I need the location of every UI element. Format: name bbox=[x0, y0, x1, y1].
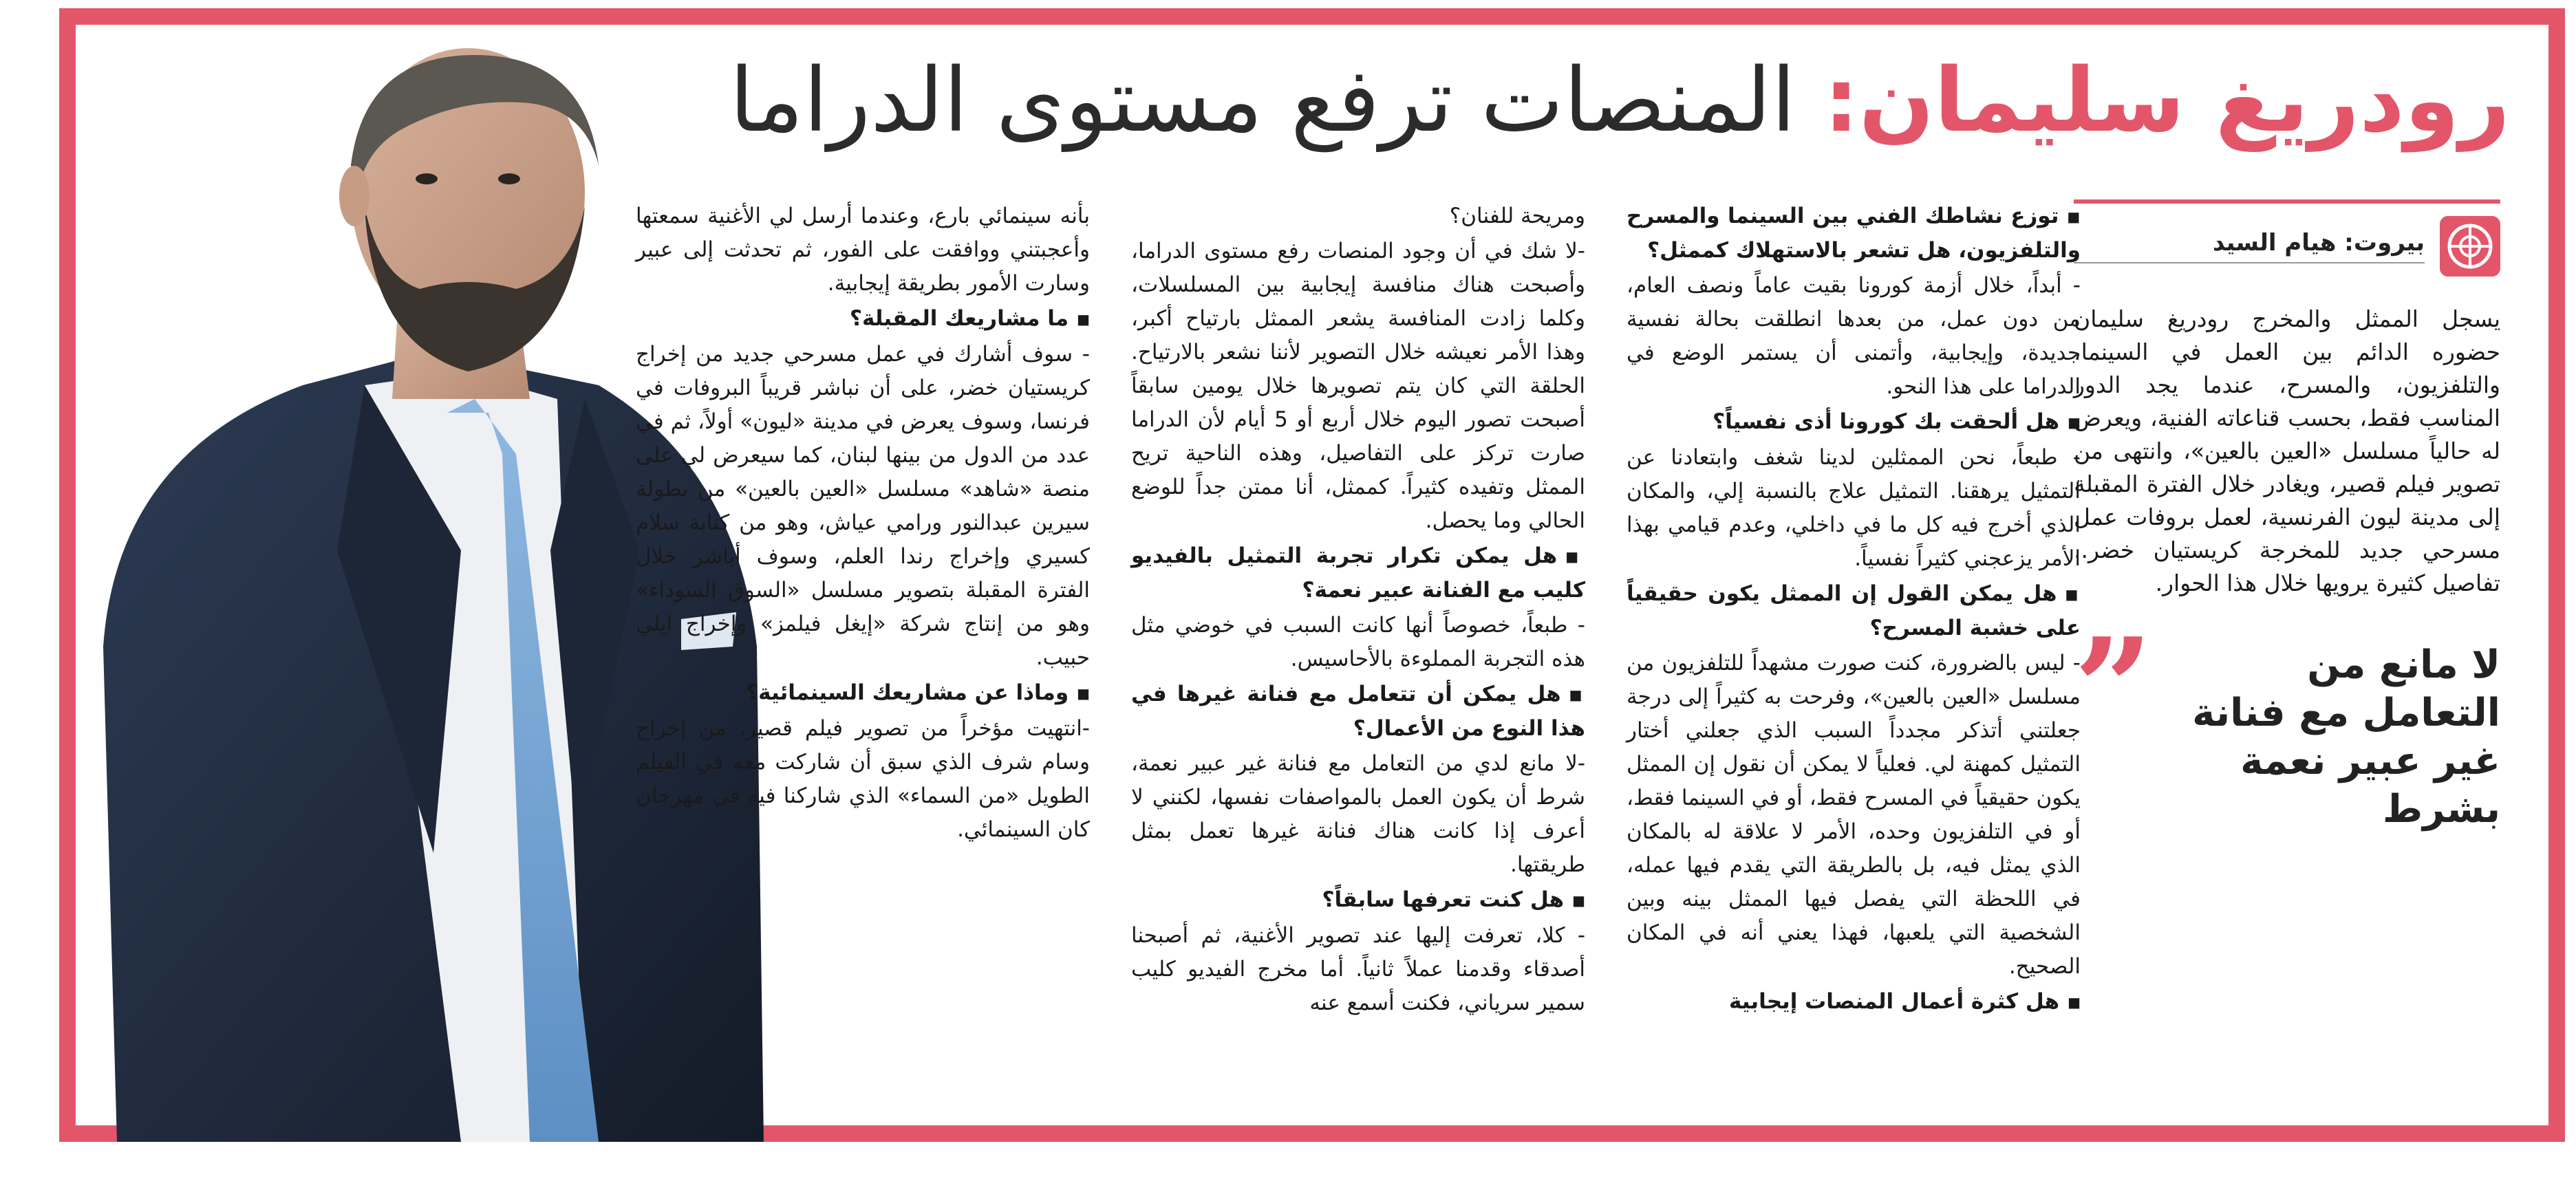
answer: -انتهيت مؤخراً من تصوير فيلم قصير، من إخراج وسام شرف الذي سبق أن شاركت معه في الفيلم الطويل «من السماء» الذي شاركنا فيه في مهرجان كان السينمائي. bbox=[636, 716, 1090, 842]
answer: - أبداً، خلال أزمة كورونا بقيت عاماً ونصف العام، من دون عمل، من بعدها انطلقت بحالة نفسية جديدة، وإيجابية، وأتمنى أن يستمر الوضع في الدراما على هذا النحو. bbox=[1627, 273, 2081, 399]
intro-paragraph: يسجل الممثل والمخرج رودريغ سليمان حضوره الدائم بين العمل في السينما، والتلفزيون، والمسرح، عندما يجد الدور المناسب فقط، بحسب قناعاته الفنية، ويعرض له حالياً مسلسل «العين بالعين»، وانتهى من تصوير فيلم قصير، ويغادر خلال الفترة المقبلة إلى مدينة ليون الفرنسية، لعمل بروفات عمل مسرحي جديد للمخرجة كريستيان خضر.. تفاصيل كثيرة يرويها خلال هذا الحوار. bbox=[2074, 305, 2500, 596]
question: ■ هل يمكن تكرار تجربة التمثيل بالفيديو كليب مع الفنانة عبير نعمة؟ bbox=[1131, 539, 1585, 607]
sidebar bbox=[2074, 199, 2500, 834]
answer: - كلا، تعرفت إليها عند تصوير الأغنية، ثم أصبحنا أصدقاء وقدمنا عملاً ثانياً. أما مخرج الفيديو كليب سمير سرياني، فكنت أسمع عنه bbox=[1131, 923, 1585, 1015]
answer: - طبعاً، خصوصاً أنها كانت السبب في خوضي مثل هذه التجربة المملوءة بالأحاسيس. bbox=[1131, 613, 1585, 671]
question-continued: ومريحة للفنان؟ bbox=[1449, 204, 1585, 228]
answer-continued: بأنه سينمائي بارع، وعندما أرسل لي الأغنية سمعتها وأعجبتني ووافقت على الفور، ثم تحدثت إلى عبير وسارت الأمور بطريقة إيجابية. bbox=[636, 204, 1090, 296]
answer: -لا شك في أن وجود المنصات رفع مستوى الدراما، وأصبحت هناك منافسة إيجابية بين المسلسلات، وكلما زادت المنافسة يشعر الممثل بارتياح أكبر، وهذا الأمر نعيشه خلال التصوير لأننا نشعر بالارتياح. الحلقة التي كان يتم تصويرها خلال يومين سابقاً أصبحت تصور اليوم خلال أربع أو 5 أيام لأن الدراما صارت تركز على التفاصيل، وهذه الناحية تريح الممثل وتفيده كثيراً. كممثل، أنا ممتن جداً للوضع الحالي وما يحصل. bbox=[1131, 239, 1585, 533]
quote-mark-icon: ” bbox=[2074, 608, 2154, 770]
answer: - سوف أشارك في عمل مسرحي جديد من إخراج كريستيان خضر، على أن نباشر قريباً البروفات في فرنسا، وسوف يعرض في مدينة «ليون» أولاً، ثم في عدد من الدول من بينها لبنان، كما سيعرض لي على منصة «شاهد» مسلسل «العين بالعين» من بطولة سيرين عبدالنور ورامي عياش، وهو من كتابة سلام كسيري وإخراج رندا العلم، وسوف أباشر خلال الفترة المقبلة بتصوير مسلسل «السوق السوداء» وهو من إنتاج شركة «إيغل فيلمز» وإخراج ايلي حبيب. bbox=[636, 342, 1090, 670]
question: ■ هل ألحقت بك كورونا أذى نفسياً؟ bbox=[1627, 405, 2081, 440]
question: ■ هل يمكن القول إن الممثل يكون حقيقياً على خشبة المسرح؟ bbox=[1627, 577, 2081, 645]
publication-logo-icon bbox=[2440, 216, 2500, 277]
question: ■ توزع نشاطك الفني بين السينما والمسرح والتلفزيون، هل تشعر بالاستهلاك كممثل؟ bbox=[1627, 199, 2081, 268]
question: ■ هل كثرة أعمال المنصات إيجابية bbox=[1627, 985, 2081, 1019]
byline-row bbox=[2074, 199, 2500, 277]
question: ■ ما مشاريعك المقبلة؟ bbox=[636, 302, 1090, 336]
answer: - طبعاً، نحن الممثلين لدينا شغف وابتعادنا عن التمثيل يرهقنا. التمثيل علاج بالنسبة إلي، والمكان الذي أخرج فيه كل ما في داخلي، وعدم قيامي بهذا الأمر يزعجني كثيراً نفسياً. bbox=[1627, 445, 2081, 571]
byline: بيروت: هيام السيد bbox=[2074, 229, 2425, 263]
article-headline bbox=[652, 36, 2510, 166]
logo-emblem-icon bbox=[2440, 216, 2500, 277]
question: ■ هل يمكن أن تتعامل مع فنانة غيرها في هذا النوع من الأعمال؟ bbox=[1131, 678, 1585, 746]
headline-name: رودريغ سليمان: bbox=[1823, 50, 2510, 152]
question: ■ هل كنت تعرفها سابقاً؟ bbox=[1131, 883, 1585, 918]
pull-quote-text: لا مانع من التعامل مع فنانة غير عبير نعمة بشرط bbox=[2192, 642, 2500, 832]
pull-quote bbox=[2074, 608, 2500, 834]
answer: - ليس بالضرورة، كنت صورت مشهداً للتلفزيون من مسلسل «العين بالعين»، وفرحت به كثيراً إلى درجة جعلتني أتذكر مجدداً السبب الذي جعلني أختار التمثيل كمهنة لي. فعلياً لا يمكن أن نقول إن الممثل يكون حقيقياً في المسرح فقط، أو في السينما فقط، أو في التلفزيون وحده، الأمر لا علاقة له بالمكان الذي يمثل فيه، بل بالطريقة التي يقدم فيها عمله، في اللحظة التي يفصل فيها الممثل بينه وبين الشخصية التي يلعبها، فهذا يعني أنه في المكان الصحيح. bbox=[1627, 651, 2081, 979]
body-column-2 bbox=[1131, 199, 1585, 1021]
body-column-3 bbox=[636, 199, 1090, 848]
headline-rest: المنصات ترفع مستوى الدراما bbox=[729, 50, 1824, 152]
question: ■ وماذا عن مشاريعك السينمائية؟ bbox=[636, 676, 1090, 711]
answer: -لا مانع لدي من التعامل مع فنانة غير عبير نعمة، شرط أن يكون العمل بالمواصفات نفسها، لكنني لا أعرف إذا كانت هناك فنانة غيرها تعمل بمثل طريقتها. bbox=[1131, 751, 1585, 877]
body-column-1 bbox=[1627, 199, 2081, 1021]
